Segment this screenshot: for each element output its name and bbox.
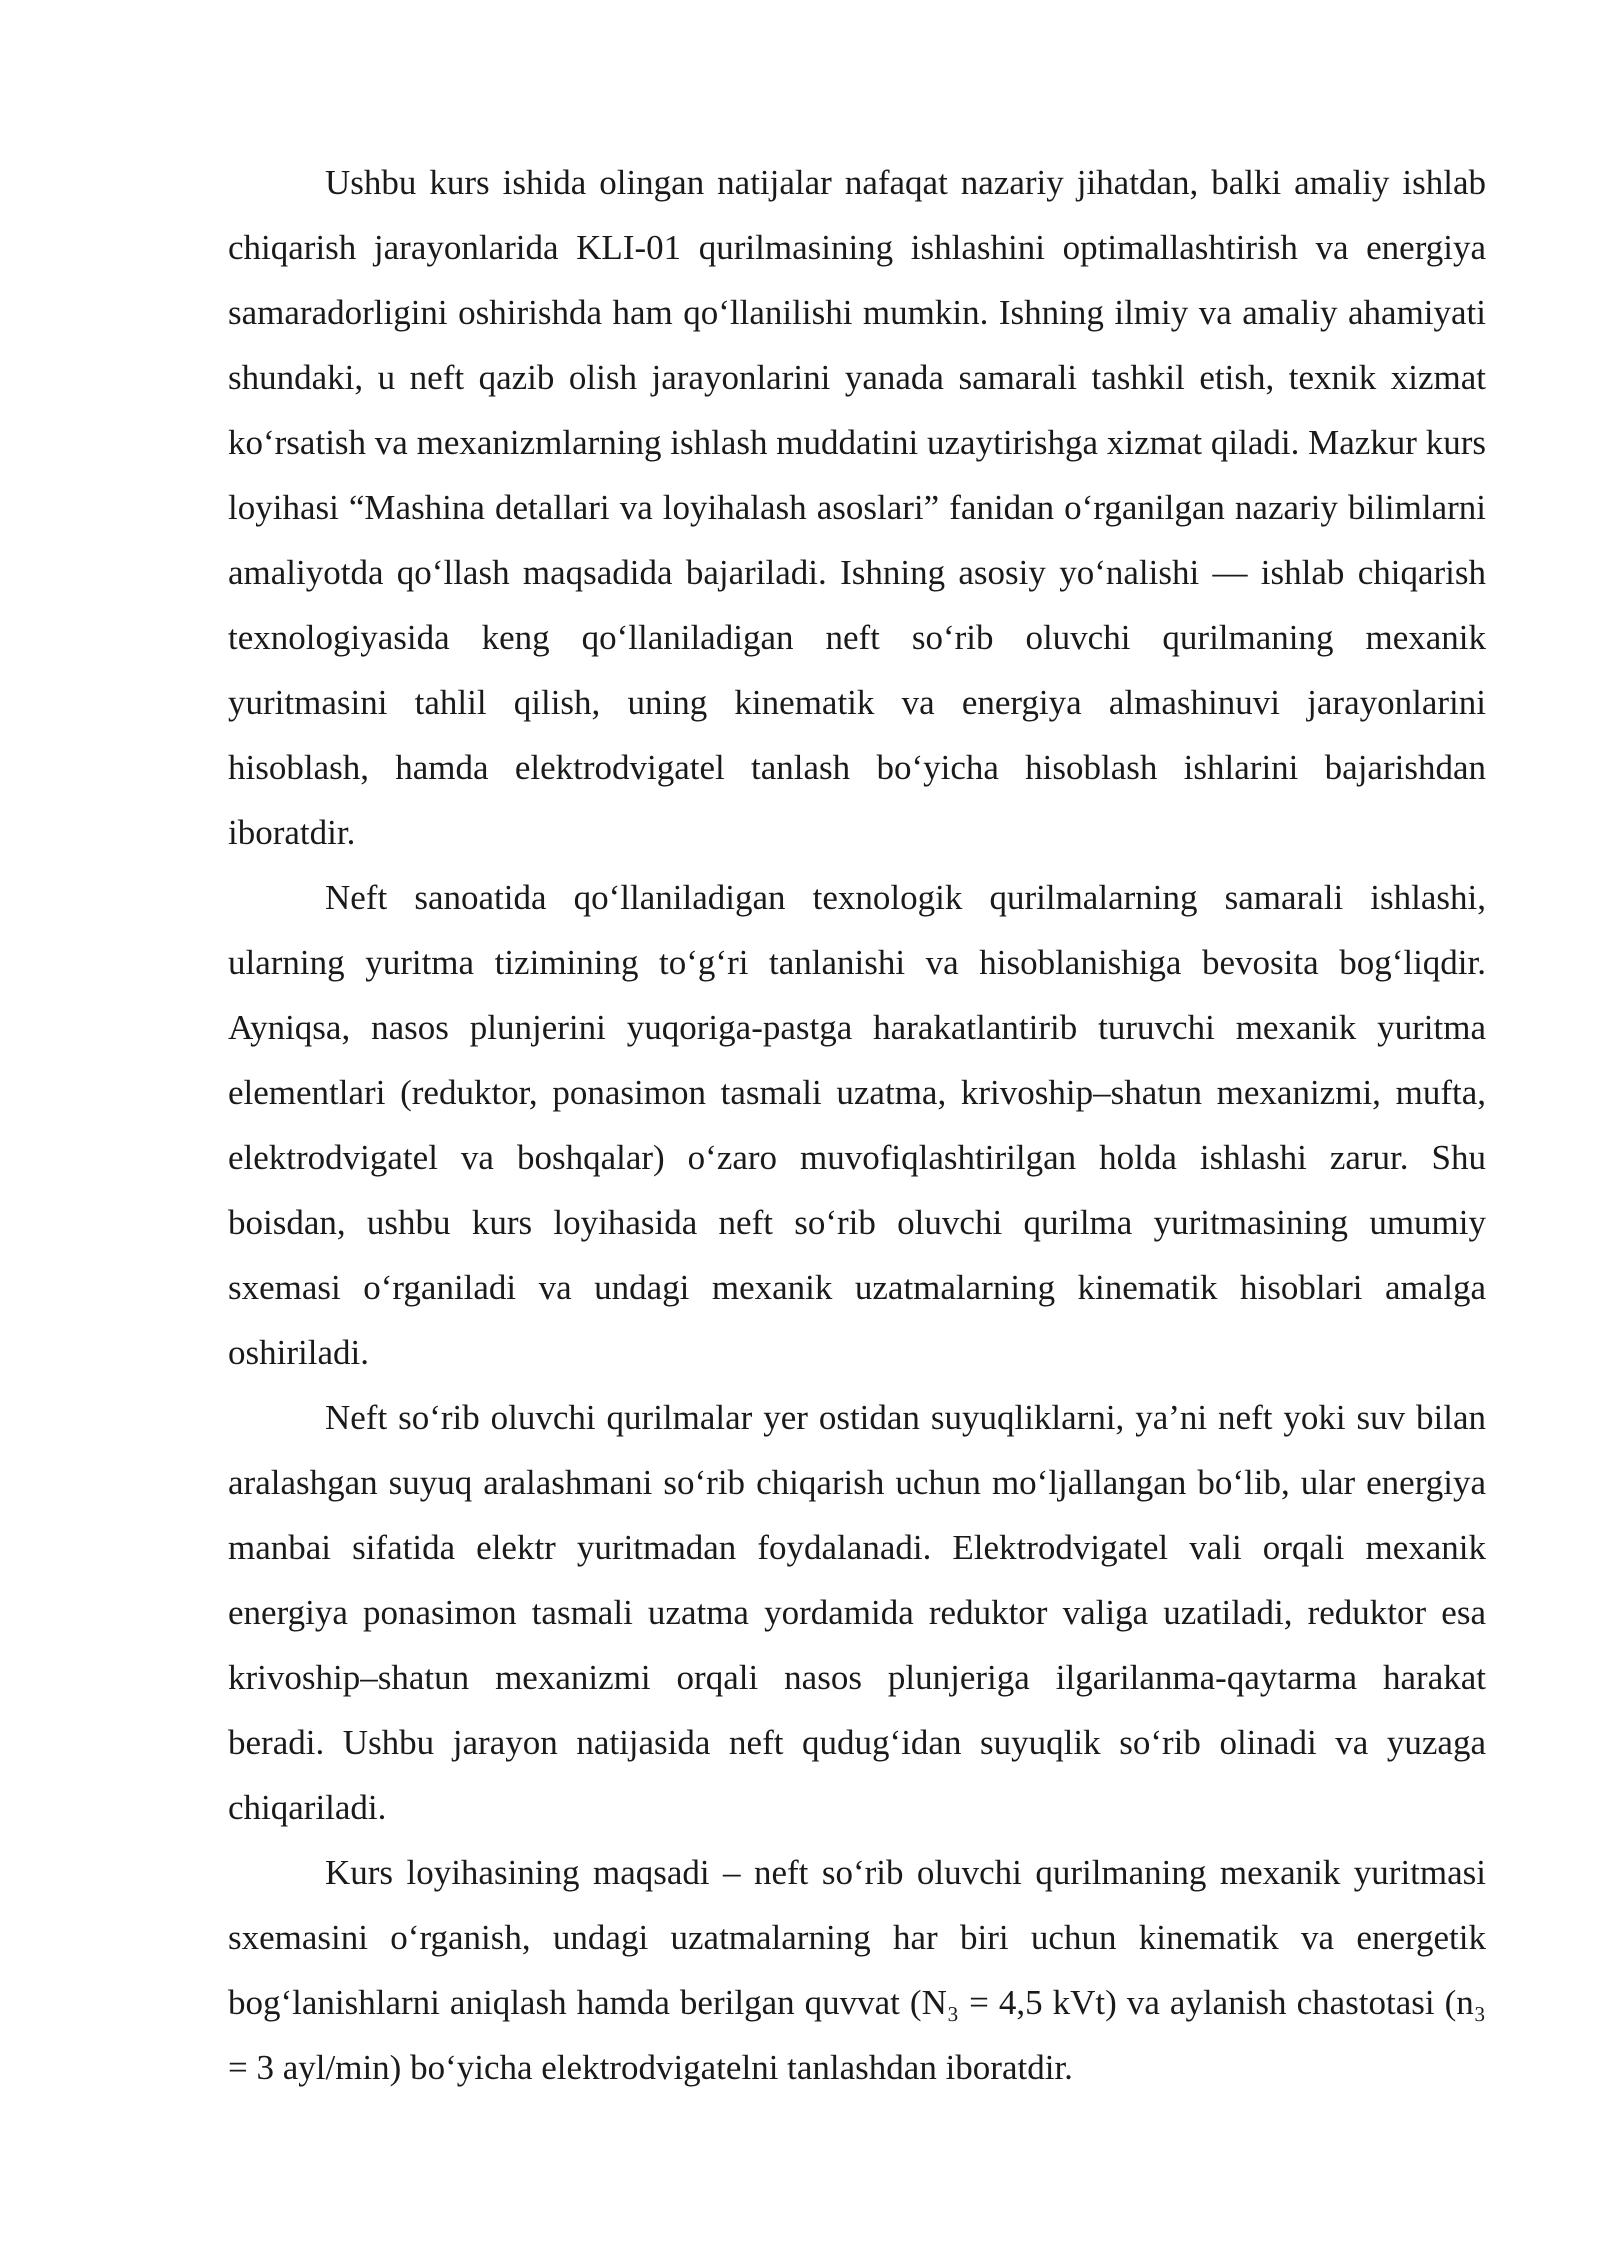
- paragraph-drive-system: Neft sanoatida qo‘llaniladigan texnologik qurilmalarning samarali ishlashi, ularning yuritma tizimining to‘g‘ri tanlanishi va hisoblanishiga bevosita bog‘liqdir. Ayniqsa, nasos plunjerini yuqoriga-pastga harakatlantirib turuvchi mexanik yuritma elementlari (reduktor, ponasimon tasmali uzatma, krivoship–shatun mexanizmi, mufta, elektrodvigatel va boshqalar) o‘zaro muvofiqlashtirilgan holda ishlashi zarur. Shu boisdan, ushbu kurs loyihasida neft so‘rib oluvchi qurilma yuritmasining umumiy sxemasi o‘rganiladi va undagi mexanik uzatmalarning kinematik hisoblari amalga oshiriladi.: [228, 878, 1486, 1372]
- paragraph-pump-operation: Neft so‘rib oluvchi qurilmalar yer ostidan suyuqliklarni, ya’ni neft yoki suv bilan aralashgan suyuq aralashmani so‘rib chiqarish uchun mo‘ljallangan bo‘lib, ular energiya manbai sifatida elektr yuritmadan foydalanadi. Elektrodvigatel vali orqali mexanik energiya ponasimon tasmali uzatma yordamida reduktor valiga uzatiladi, reduktor esa krivoship–shatun mexanizmi orqali nasos plunjeriga ilgarilanma-qaytarma harakat beradi. Ushbu jarayon natijasida neft qudug‘idan suyuqlik so‘rib olinadi va yuzaga chiqariladi.: [228, 1398, 1486, 1827]
- paragraph-significance: Ushbu kurs ishida olingan natijalar nafaqat nazariy jihatdan, balki amaliy ishlab chiqarish jarayonlarida KLI-01 qurilmasining ishlashini optimallashtirish va energiya samaradorligini oshirishda ham qo‘llanilishi mumkin. Ishning ilmiy va amaliy ahamiyati shundaki, u neft qazib olish jarayonlarini yanada samarali tashkil etish, texnik xizmat ko‘rsatish va mexanizmlarning ishlash muddatini uzaytirishga xizmat qiladi. Mazkur kurs loyihasi “Mashina detallari va loyihalash asoslari” fanidan o‘rganilgan nazariy bilimlarni amaliyotda qo‘llash maqsadida bajariladi. Ishning asosiy yo‘nalishi — ishlab chiqarish texnologiyasida keng qo‘llaniladigan neft so‘rib oluvchi qurilmaning mexanik yuritmasini tahlil qilish, uning kinematik va energiya almashinuvi jarayonlarini hisoblash, hamda elektrodvigatel tanlash bo‘yicha hisoblash ishlarini bajarishdan iboratdir.: [228, 163, 1486, 852]
- paragraph-project-goal: Kurs loyihasining maqsadi – neft so‘rib oluvchi qurilmaning mexanik yuritmasi sxemasini o‘rganish, undagi uzatmalarning har biri uchun kinematik va energetik bog‘lanishlarni aniqlash hamda berilgan quvvat (N₃ = 4,5 kVt) va aylanish chastotasi (n₃ = 3 ayl/min) bo‘yicha elektrodvigatelni tanlashdan iboratdir.: [228, 1853, 1486, 2087]
- document-page: [228, 150, 1486, 2100]
